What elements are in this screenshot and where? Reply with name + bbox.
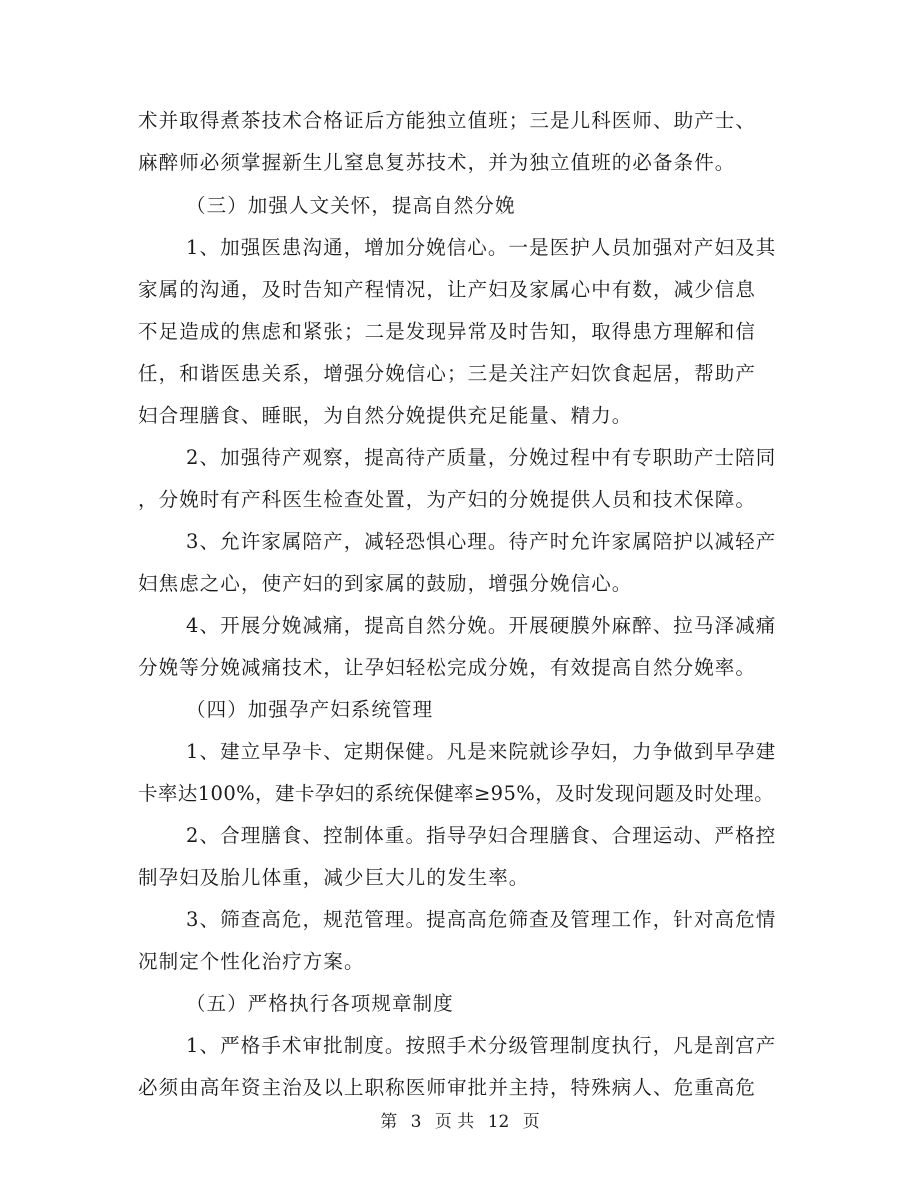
text-line: 卡率达100%，建卡孕妇的系统保健率≥95%，及时发现问题及时处理。 [138, 782, 775, 805]
page-footer [0, 1110, 920, 1134]
paragraph-start: 4、开展分娩减痛，提高自然分娩。开展硬膜外麻醉、拉马泽减痛 [186, 614, 777, 637]
text-line: 不足造成的焦虑和紧张；二是发现异常及时告知，取得患方理解和信 [138, 320, 757, 343]
text-line: 妇焦虑之心，使产妇的到家属的鼓励，增强分娩信心。 [138, 572, 633, 595]
text-line: 家属的沟通，及时告知产程情况，让产妇及家属心中有数，减少信息 [138, 278, 757, 301]
paragraph-start: 2、加强待产观察，提高待产质量，分娩过程中有专职助产士陪同 [186, 446, 777, 469]
footer-suffix: 页 [522, 1112, 540, 1132]
text-line: ，分娩时有产科医生检查处置，为产妇的分娩提供人员和技术保障。 [138, 488, 757, 511]
section-heading: （四）加强孕产妇系统管理 [186, 698, 434, 721]
paragraph-start: 1、加强医患沟通，增加分娩信心。一是医护人员加强对产妇及其 [186, 236, 777, 259]
text-line: 术并取得煮茶技术合格证后方能独立值班；三是儿科医师、助产士、 [138, 109, 757, 132]
text-line: 必须由高年资主治及以上职称医师审批并主持，特殊病人、危重高危 [138, 1076, 757, 1099]
paragraph-start: 3、筛查高危，规范管理。提高高危筛查及管理工作，针对高危情 [186, 908, 777, 931]
total-pages: 12 [487, 1112, 510, 1132]
paragraph-start: 1、严格手术审批制度。按照手术分级管理制度执行，凡是剖宫产 [186, 1034, 777, 1057]
text-line: 妇合理膳食、睡眠，为自然分娩提供充足能量、精力。 [138, 404, 633, 427]
footer-prefix: 第 [380, 1112, 398, 1132]
paragraph-start: 2、合理膳食、控制体重。指导孕妇合理膳食、合理运动、严格控 [186, 824, 777, 847]
text-line: 任，和谐医患关系，增强分娩信心；三是关注产妇饮食起居，帮助产 [138, 362, 757, 385]
text-line: 制孕妇及胎儿体重，减少巨大儿的发生率。 [138, 866, 530, 889]
section-heading: （三）加强人文关怀，提高自然分娩 [186, 194, 516, 217]
section-heading: （五）严格执行各项规章制度 [186, 992, 454, 1015]
paragraph-start: 3、允许家属陪产，减轻恐惧心理。待产时允许家属陪护以减轻产 [186, 530, 777, 553]
page-number: 3 [410, 1112, 422, 1132]
text-line: 麻醉师必须掌握新生儿窒息复苏技术，并为独立值班的必备条件。 [138, 151, 736, 174]
paragraph-start: 1、建立早孕卡、定期保健。凡是来院就诊孕妇，力争做到早孕建 [186, 740, 777, 763]
text-line: 况制定个性化治疗方案。 [138, 950, 365, 973]
text-line: 分娩等分娩减痛技术，让孕妇轻松完成分娩，有效提高自然分娩率。 [138, 656, 757, 679]
footer-middle: 页 共 [434, 1112, 475, 1132]
